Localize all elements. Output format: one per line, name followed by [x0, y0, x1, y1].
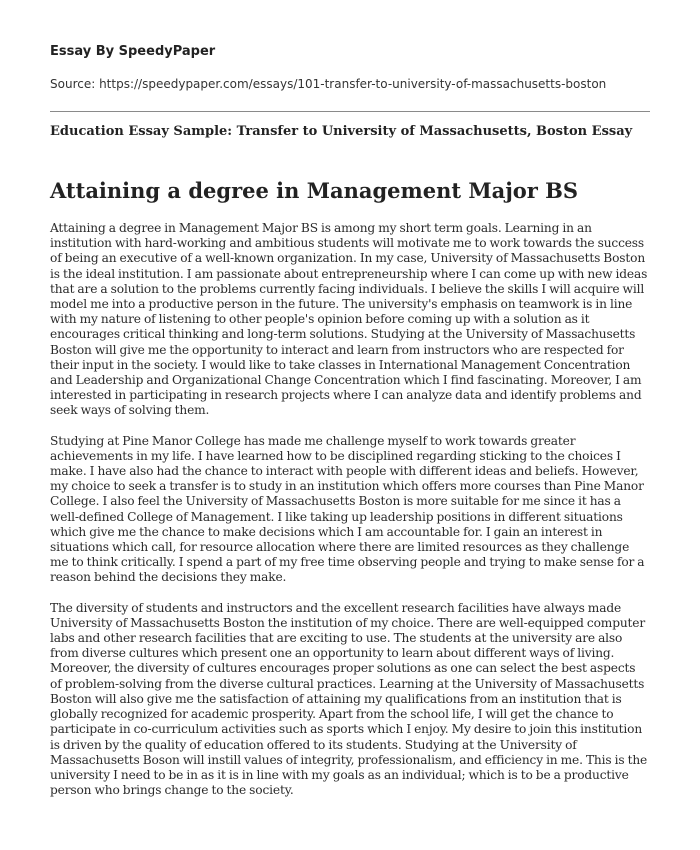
- essay-paragraph: The diversity of students and instructors and the excellent research facilities have always made University of Massachusetts Boston the institution of my choice. There are well-equipped computer labs and other research facilities that are exciting to use. The students at the university are also from diverse cultures which present one an opportunity to learn about different ways of living. Moreover, the diversity of cultures encourages proper solutions as one can select the best aspects of problem-solving from the diverse cultural practices. Learning at the University of Massachusetts Boston will also give me the satisfaction of attaining my qualifications from an institution that is globally recognized for academic prosperity. Apart from the school life, I will get the chance to participate in co-curriculum activities such as sports which I enjoy. My desire to join this institution is driven by the quality of education offered to its students. Studying at the University of Massachusetts Boson will instill values of integrity, professionalism, and efficiency in me. This is the university I need to be in as it is in line with my goals as an individual; which is to be a productive person who brings change to the society.: [50, 600, 648, 798]
- essay-heading: Attaining a degree in Management Major BS: [50, 178, 579, 203]
- site-title: Essay By SpeedyPaper: [50, 44, 216, 59]
- essay-sample-title: Education Essay Sample: Transfer to University of Massachusetts, Boston Essay: [50, 124, 633, 139]
- essay-body: [50, 221, 650, 798]
- source-line: Source: https://speedypaper.com/essays/101-transfer-to-university-of-massachusetts-boston: [50, 77, 607, 91]
- essay-paragraph: Attaining a degree in Management Major BS is among my short term goals. Learning in an institution with hard-working and ambitious students will motivate me to work towards the success of being an executive of a well-known organization. In my case, University of Massachusetts Boston is the ideal institution. I am passionate about entrepreneurship where I can come up with new ideas that are a solution to the problems currently facing individuals. I believe the skills I will acquire will model me into a productive person in the future. The university's emphasis on teamwork is in line with my nature of listening to other people's opinion before coming up with a solution as it encourages critical thinking and long-term solutions. Studying at the University of Massachusetts Boston will give me the opportunity to interact and learn from instructors who are respected for their input in the society. I would like to take classes in International Management Concentration and Leadership and Organizational Change Concentration which I find fascinating. Moreover, I am interested in participating in research projects where I can analyze data and identify problems and seek ways of solving them.: [50, 221, 648, 418]
- essay-paragraph: Studying at Pine Manor College has made me challenge myself to work towards greater achievements in my life. I have learned how to be disciplined regarding sticking to the choices I make. I have also had the chance to interact with people with different ideas and beliefs. However, my choice to seek a transfer is to study in an institution which offers more courses than Pine Manor College. I also feel the University of Massachusetts Boston is more suitable for me since it has a well-defined College of Management. I like taking up leadership positions in different situations which give me the chance to make decisions which I am accountable for. I gain an interest in situations which call, for resource allocation where there are limited resources as they challenge me to think critically. I spend a part of my free time observing people and trying to make sense for a reason behind the decisions they make.: [50, 433, 645, 585]
- header-divider: [50, 111, 650, 112]
